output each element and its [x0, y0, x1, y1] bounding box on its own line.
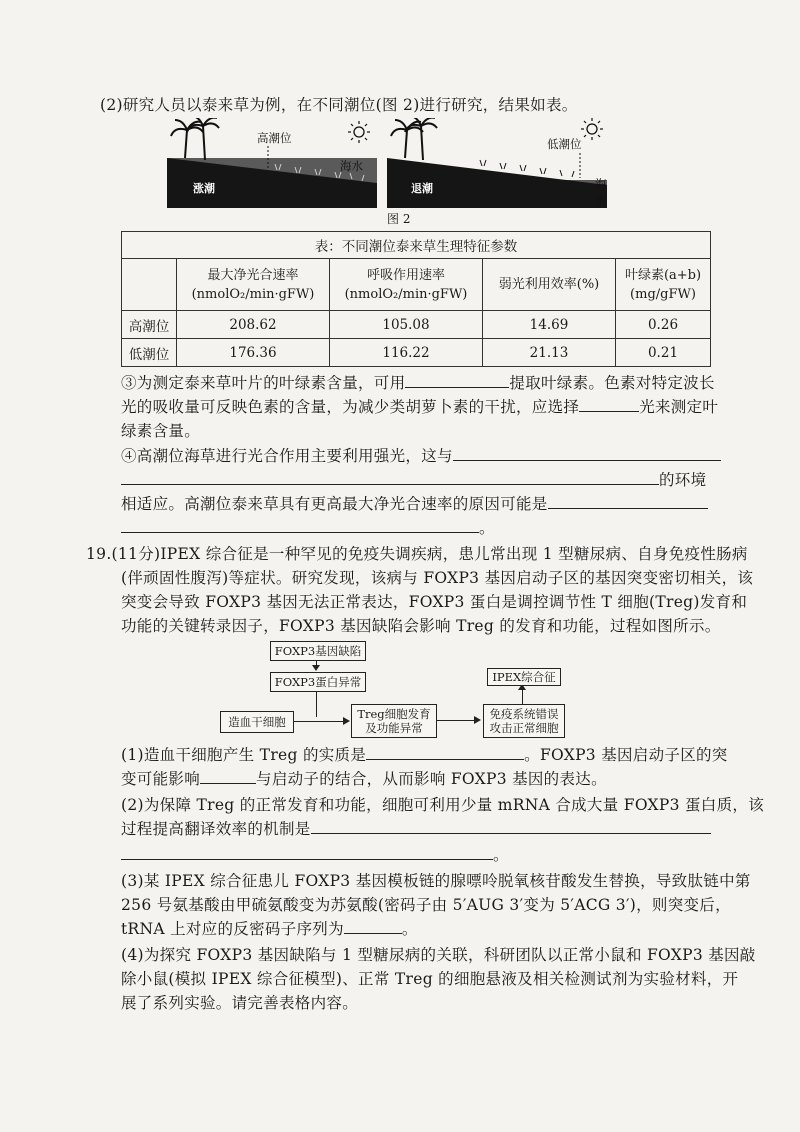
answer-blank[interactable] [548, 494, 708, 509]
header-respiration-unit: (nmolO₂/min·gFW) [344, 286, 468, 302]
answer-blank[interactable] [200, 769, 256, 784]
flood-tide-tag: 涨潮 [193, 182, 215, 195]
sub3-text-b: 。 [401, 920, 418, 938]
treg-text-2: 及功能异常 [365, 721, 423, 735]
sub1-text-d: 与启动子的结合，从而影响 FOXP3 基因的表达。 [256, 770, 607, 788]
sub3-text-a: tRNA 上对应的反密码子序列为 [121, 920, 344, 938]
answer-blank[interactable] [366, 745, 524, 760]
answer-blank[interactable] [311, 819, 711, 834]
gene-defect-box: FOXP3基因缺陷 [270, 641, 366, 661]
q4-line4 [121, 518, 495, 538]
q3-text-c: 光的吸收量可反映色素的含量，为减少类胡萝卜素的干扰，应选择 [121, 398, 580, 416]
row-label: 高潮位 [122, 311, 177, 339]
sub2-line2 [121, 819, 711, 839]
table-cell: 0.26 [616, 311, 711, 339]
table-row [122, 339, 711, 367]
header-weak-light-efficiency: 弱光利用效率(%) [498, 277, 600, 292]
sub4-line1: (4)为探究 FOXP3 基因缺陷与 1 型糖尿病的关联，科研团队以正常小鼠和 FOXP3 基因敲 [121, 946, 756, 964]
table-header-cell [483, 259, 616, 311]
table-cell: 116.22 [330, 339, 483, 367]
table-cell: 208.62 [177, 311, 330, 339]
high-tide-label: 高潮位 [257, 131, 292, 145]
sub3-line1: (3)某 IPEX 综合征患儿 FOXP3 基因模板链的腺嘌呤脱氧核苷酸发生替换，导致肽链中第 [121, 872, 751, 890]
arrowhead-3 [474, 716, 481, 724]
answer-blank[interactable] [344, 919, 402, 934]
answer-blank[interactable] [121, 518, 479, 533]
stem-cell-box: 造血干细胞 [220, 711, 294, 733]
protein-abnormal-box: FOXP3蛋白异常 [270, 672, 366, 692]
arrowhead-2 [343, 717, 350, 725]
answer-blank[interactable] [121, 470, 659, 485]
immune-text-1: 免疫系统错误 [489, 707, 559, 721]
answer-blank[interactable] [405, 373, 509, 388]
answer-blank[interactable] [121, 845, 493, 860]
sub1-line2 [121, 769, 607, 789]
ipex-box: IPEX综合征 [487, 668, 561, 686]
q19-line2: (伴顽固性腹泻)等症状。研究发现，该病与 FOXP3 基因启动子区的基因突变密切相关，该 [121, 569, 754, 587]
q4-text-b: 的环境 [659, 471, 707, 489]
table-cell: 105.08 [330, 311, 483, 339]
seawater-label-right: 海水 [595, 177, 607, 207]
seawater-label-left: 海水 [340, 159, 363, 173]
header-chlorophyll-unit: (mg/gFW) [630, 286, 696, 302]
figure-caption: 图 2 [387, 212, 411, 226]
q3-text-a: ③为测定泰来草叶片的叶绿素含量，可用 [121, 374, 406, 392]
q3-line2 [121, 397, 718, 417]
arrow-up [522, 688, 523, 704]
table-header-empty [122, 259, 177, 311]
table-cell: 21.13 [483, 339, 616, 367]
answer-blank[interactable] [579, 397, 639, 412]
table-caption: 表：不同潮位泰来草生理特征参数 [122, 232, 711, 259]
header-respiration: 呼吸作用速率 [366, 267, 445, 283]
q19-line4: 功能的关键转录因子，FOXP3 基因缺陷会影响 Treg 的发育和功能，过程如图所示。 [121, 617, 721, 635]
sub3-line2: 256 号氨基酸由甲硫氨酸变为苏氨酸(密码子由 5′AUG 3′变为 5′ACG 3′)，则突变后， [121, 896, 731, 914]
sub2-line3 [121, 845, 509, 865]
sub4-line3: 展了系列实验。请完善表格内容。 [121, 994, 359, 1012]
table-cell: 0.21 [616, 339, 711, 367]
sub3-line3 [121, 919, 418, 939]
figure-left-panel [167, 118, 377, 208]
header-chlorophyll: 叶绿素(a+b) [624, 267, 702, 283]
figure-right-panel [387, 118, 607, 208]
physiology-table [121, 231, 711, 367]
q4-line1 [121, 446, 721, 466]
table-cell: 176.36 [177, 339, 330, 367]
q4-text-d: 。 [479, 519, 495, 537]
sub2-text-a: 过程提高翻译效率的机制是 [121, 820, 311, 838]
arrow-right-1 [293, 721, 343, 722]
q4-line3 [121, 494, 708, 514]
sub1-text-a: (1)造血干细胞产生 Treg 的实质是 [121, 746, 367, 764]
treg-text-1: Treg细胞发育 [357, 707, 431, 721]
q3-line3: 绿素含量。 [121, 422, 201, 440]
q4-line2 [121, 470, 706, 490]
ebb-tide-tag: 退潮 [411, 182, 433, 195]
treg-abnormal-box [351, 704, 437, 738]
q3-text-d: 光来测定叶 [639, 398, 719, 416]
table-cell: 14.69 [483, 311, 616, 339]
table-header-cell [330, 259, 483, 311]
q19-line3: 突变会导致 FOXP3 基因无法正常表达，FOXP3 蛋白是调控调节性 T 细胞(Treg)发育和 [121, 593, 748, 611]
header-max-photosynthesis: 最大净光合速率 [207, 267, 299, 283]
sub2-line1: (2)为保障 Treg 的正常发育和功能，细胞可利用少量 mRNA 合成大量 FOXP3 蛋白质，该 [121, 796, 765, 814]
immune-text-2: 攻击正常细胞 [489, 721, 559, 735]
low-tide-label: 低潮位 [547, 137, 582, 151]
sub1-line1 [121, 745, 728, 765]
q4-text-c: 相适应。高潮位泰来草具有更高最大净光合速率的原因可能是 [121, 495, 548, 513]
sub4-line2: 除小鼠(模拟 IPEX 综合征模型)、正常 Treg 的细胞悬液及相关检测试剂为实验材料，开 [121, 970, 739, 988]
q3-text-b: 提取叶绿素。色素对特定波长 [509, 374, 715, 392]
q4-text-a: ④高潮位海草进行光合作用主要利用强光，这与 [121, 447, 453, 465]
arrow-down-2 [316, 691, 317, 717]
row-label: 低潮位 [122, 339, 177, 367]
q3-line1 [121, 373, 715, 393]
arrowhead-1 [312, 665, 320, 671]
header-max-photosynthesis-unit: (nmolO₂/min·gFW) [191, 286, 315, 302]
part2-intro: (2)研究人员以泰来草为例，在不同潮位(图 2)进行研究，结果如表。 [100, 96, 578, 114]
q19-line1: 19.(11分)IPEX 综合征是一种罕见的免疫失调疾病，患儿常出现 1 型糖尿病、自身免疫性肠病 [86, 545, 748, 563]
table-row [122, 311, 711, 339]
arrow-right-2 [436, 720, 474, 721]
table-header-cell [177, 259, 330, 311]
sub2-text-b: 。 [493, 846, 509, 864]
answer-blank[interactable] [453, 446, 721, 461]
table-header-cell [616, 259, 711, 311]
sub1-text-c: 变可能影响 [121, 770, 201, 788]
immune-error-box [483, 704, 565, 738]
sub1-text-b: 。FOXP3 基因启动子区的突 [524, 746, 728, 764]
